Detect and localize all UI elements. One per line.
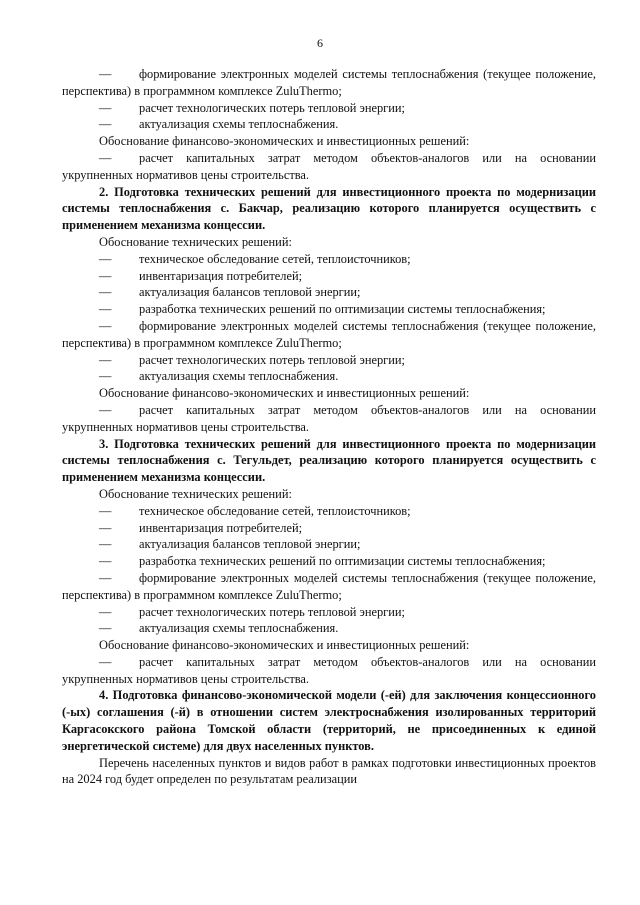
section-heading: 2. Подготовка технических решений для инвестиционного проекта по модернизации системы теплоснабжения с. Бакчар, реализацию которого планируется осуществить с применением механизма концессии. [62, 184, 596, 233]
paragraph: Обоснование технических решений: [99, 486, 292, 501]
list-item-text: расчет капитальных затрат методом объектов-аналогов или на основании укрупненных нормативов цены строительства. [62, 150, 596, 182]
dash-marker: — [99, 100, 112, 115]
section-heading: 4. Подготовка финансово-экономической модели (-ей) для заключения концессионного (-ых) соглашения (-й) в отношении систем электроснабжения изолированных территорий Каргасокского района Томской области (территорий, не присоединенных к единой энергетической системе) для двух населенных пунктов. [62, 688, 596, 753]
list-item [62, 66, 596, 100]
list-item-text: расчет технологических потерь тепловой энергии; [139, 352, 405, 367]
list-item [62, 116, 596, 133]
list-item [62, 284, 596, 301]
list-item [62, 301, 596, 318]
dash-marker: — [99, 150, 112, 165]
list-item [62, 553, 596, 570]
list-item [62, 536, 596, 553]
dash-marker: — [99, 369, 112, 384]
document-body [62, 66, 596, 788]
dash-marker: — [99, 352, 112, 367]
list-item [62, 318, 596, 352]
list-item-text: формирование электронных моделей системы теплоснабжения (текущее положение, перспектива) в программном комплексе ZuluThermo; [62, 67, 596, 98]
list-item-text: инвентаризация потребителей; [139, 520, 303, 535]
list-item-text: актуализация схемы теплоснабжения. [139, 621, 339, 636]
dash-marker: — [99, 117, 112, 132]
dash-marker: — [99, 537, 112, 552]
dash-marker: — [99, 570, 112, 585]
paragraph: Обоснование финансово-экономических и инвестиционных решений: [99, 638, 470, 653]
paragraph: Перечень населенных пунктов и видов работ в рамках подготовки инвестиционных проектов на 2024 год будет определен по результатам реализации [62, 755, 596, 787]
dash-marker: — [99, 251, 112, 266]
list-item-text: формирование электронных моделей системы теплоснабжения (текущее положение, перспектива) в программном комплексе ZuluThermo; [62, 318, 596, 350]
list-item [62, 620, 596, 637]
list-item [62, 268, 596, 285]
list-item-text: техническое обследование сетей, теплоисточников; [139, 251, 411, 266]
dash-marker: — [99, 654, 112, 669]
dash-marker: — [99, 268, 112, 283]
list-item [62, 570, 596, 604]
list-item-text: разработка технических решений по оптимизации системы теплоснабжения; [139, 554, 546, 569]
dash-marker: — [99, 503, 112, 518]
list-item [62, 251, 596, 268]
list-item-text: техническое обследование сетей, теплоисточников; [139, 503, 411, 518]
list-item-text: инвентаризация потребителей; [139, 268, 303, 283]
list-item-text: расчет технологических потерь тепловой энергии; [139, 604, 405, 619]
list-item [62, 100, 596, 117]
dash-marker: — [99, 554, 112, 569]
dash-marker: — [99, 604, 112, 619]
list-item [62, 150, 596, 184]
section-heading: 3. Подготовка технических решений для инвестиционного проекта по модернизации системы теплоснабжения с. Тегульдет, реализацию которого планируется осуществить с применением механизма концессии. [62, 436, 596, 485]
list-item [62, 352, 596, 369]
list-item [62, 654, 596, 688]
paragraph: Обоснование финансово-экономических и инвестиционных решений: [99, 134, 470, 149]
list-item-text: актуализация балансов тепловой энергии; [139, 285, 361, 300]
dash-marker: — [99, 621, 112, 636]
list-item [62, 402, 596, 436]
list-item-text: расчет капитальных затрат методом объектов-аналогов или на основании укрупненных нормативов цены строительства. [62, 402, 596, 434]
paragraph: Обоснование финансово-экономических и инвестиционных решений: [99, 386, 470, 401]
list-item-text: формирование электронных моделей системы теплоснабжения (текущее положение, перспектива) в программном комплексе ZuluThermo; [62, 570, 596, 602]
paragraph: Обоснование технических решений: [99, 234, 292, 249]
list-item [62, 604, 596, 621]
dash-marker: — [99, 520, 112, 535]
list-item-text: актуализация схемы теплоснабжения. [139, 117, 339, 132]
list-item-text: расчет капитальных затрат методом объектов-аналогов или на основании укрупненных нормативов цены строительства. [62, 654, 596, 686]
list-item [62, 520, 596, 537]
list-item-text: расчет технологических потерь тепловой энергии; [139, 100, 405, 115]
dash-marker: — [99, 285, 112, 300]
list-item [62, 368, 596, 385]
dash-marker: — [99, 302, 112, 317]
list-item-text: актуализация балансов тепловой энергии; [139, 537, 361, 552]
list-item-text: актуализация схемы теплоснабжения. [139, 369, 339, 384]
dash-marker: — [99, 402, 112, 417]
list-item-text: разработка технических решений по оптимизации системы теплоснабжения; [139, 302, 546, 317]
page-number: 6 [317, 36, 323, 50]
list-item [62, 503, 596, 520]
dash-marker: — [99, 67, 112, 81]
dash-marker: — [99, 318, 112, 333]
